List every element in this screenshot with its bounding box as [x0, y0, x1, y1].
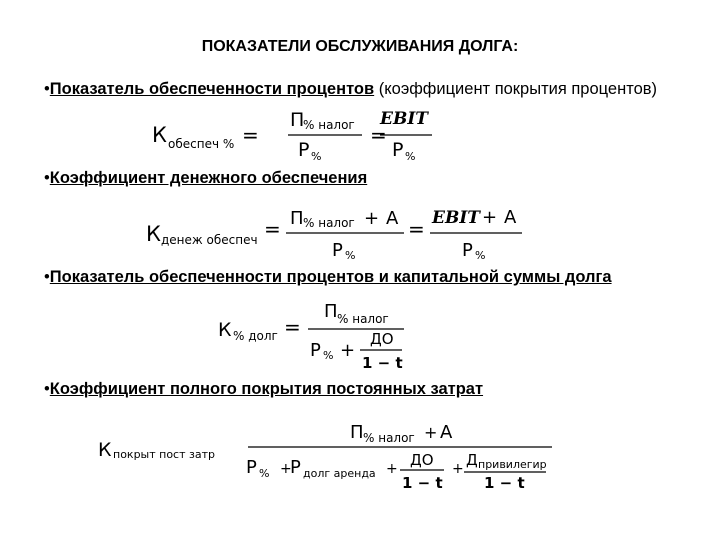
- bullet-note: (коэффициент покрытия процентов): [374, 80, 658, 98]
- formula-lhs-sub: обеспеч %: [168, 137, 235, 151]
- formula-denominator: Р: [392, 139, 404, 161]
- formula-equals: =: [370, 123, 387, 147]
- formula-lhs-sub: денеж обеспеч: [161, 233, 258, 247]
- formula-fixed-charge-coverage: [96, 420, 566, 494]
- formula-denominator: Р: [246, 457, 257, 478]
- formula-amortization: А: [440, 422, 453, 443]
- bullet-cash-coverage: [44, 167, 674, 189]
- bullet-heading: Показатель обеспеченности процентов: [49, 80, 375, 98]
- formula-numerator-sub: % налог: [337, 312, 389, 326]
- formula-lhs: К: [152, 123, 167, 147]
- formula-lhs: К: [98, 439, 112, 461]
- formula-lhs: К: [146, 222, 161, 246]
- formula-inner-denominator: 1 − t: [362, 354, 403, 372]
- formula-interest-coverage: [148, 104, 448, 166]
- bullet-heading: Коэффициент денежного обеспечения: [49, 169, 368, 187]
- formula-amortization: А: [386, 208, 399, 229]
- formula-denominator: Р: [462, 240, 473, 261]
- formula-inner-numerator: ДО: [370, 330, 394, 348]
- formula-amortization: А: [504, 207, 517, 228]
- formula-plus: +: [386, 461, 398, 477]
- formula-denominator-sub: %: [345, 249, 356, 262]
- formula-denominator: Р: [310, 340, 321, 361]
- formula-lhs: К: [218, 319, 232, 341]
- formula-lease-payments: Р: [290, 457, 301, 478]
- formula-numerator-sub: % налог: [303, 216, 355, 230]
- formula-plus: +: [482, 207, 498, 228]
- formula-numerator: П: [290, 109, 305, 131]
- formula-lhs-sub: % долг: [233, 329, 278, 343]
- formula-equals: =: [408, 217, 425, 241]
- formula-preferred-dividends-sub: привилегир: [478, 458, 547, 471]
- formula-tax-factor: 1 − t: [484, 474, 525, 492]
- bullet-heading: Коэффициент полного покрытия постоянных затрат: [49, 380, 484, 398]
- page-title: ПОКАЗАТЕЛИ ОБСЛУЖИВАНИЯ ДОЛГА:: [201, 38, 519, 55]
- formula-numerator: П: [324, 302, 338, 322]
- formula-debt-service-coverage: [216, 302, 416, 372]
- formula-lease-payments-sub: долг аренда: [303, 467, 376, 480]
- formula-denominator: Р: [298, 139, 310, 161]
- formula-plus: +: [424, 423, 438, 442]
- formula-numerator-sub: % налог: [303, 118, 355, 132]
- formula-principal: ДО: [410, 451, 434, 469]
- bullet-marker: •: [44, 80, 50, 98]
- formula-equals: =: [242, 123, 259, 147]
- formula-denominator: Р: [332, 240, 343, 261]
- formula-plus: +: [364, 208, 380, 229]
- formula-numerator: П: [290, 208, 304, 229]
- formula-preferred-dividends: Д: [466, 451, 478, 469]
- formula-tax-factor: 1 − t: [402, 474, 443, 492]
- bullet-marker: •: [44, 380, 50, 398]
- formula-numerator-sub: % налог: [363, 431, 415, 445]
- formula-lhs-sub: покрыт пост затр: [113, 448, 215, 461]
- formula-plus: +: [452, 461, 464, 477]
- formula-plus: +: [340, 340, 356, 361]
- formula-plus: +: [280, 461, 292, 477]
- formula-ebit: EBIT: [380, 109, 428, 129]
- bullet-marker: •: [44, 169, 50, 187]
- formula-cash-coverage: [146, 204, 536, 264]
- bullet-debt-service-coverage: [44, 266, 674, 288]
- formula-denominator-sub: %: [259, 467, 270, 480]
- formula-equals: =: [264, 217, 281, 241]
- formula-denominator-sub: %: [323, 349, 334, 362]
- bullet-interest-coverage: [44, 78, 674, 100]
- formula-denominator-sub: %: [405, 150, 416, 163]
- formula-numerator: П: [350, 422, 364, 443]
- formula-denominator-sub: %: [475, 249, 486, 262]
- formula-denominator-sub: %: [311, 150, 322, 163]
- bullet-fixed-charge-coverage: [44, 378, 674, 400]
- formula-equals: =: [284, 315, 301, 339]
- bullet-marker: •: [44, 268, 50, 286]
- formula-ebit: EBIT: [432, 208, 480, 228]
- bullet-heading: Показатель обеспеченности процентов и капитальной суммы долга: [49, 268, 612, 286]
